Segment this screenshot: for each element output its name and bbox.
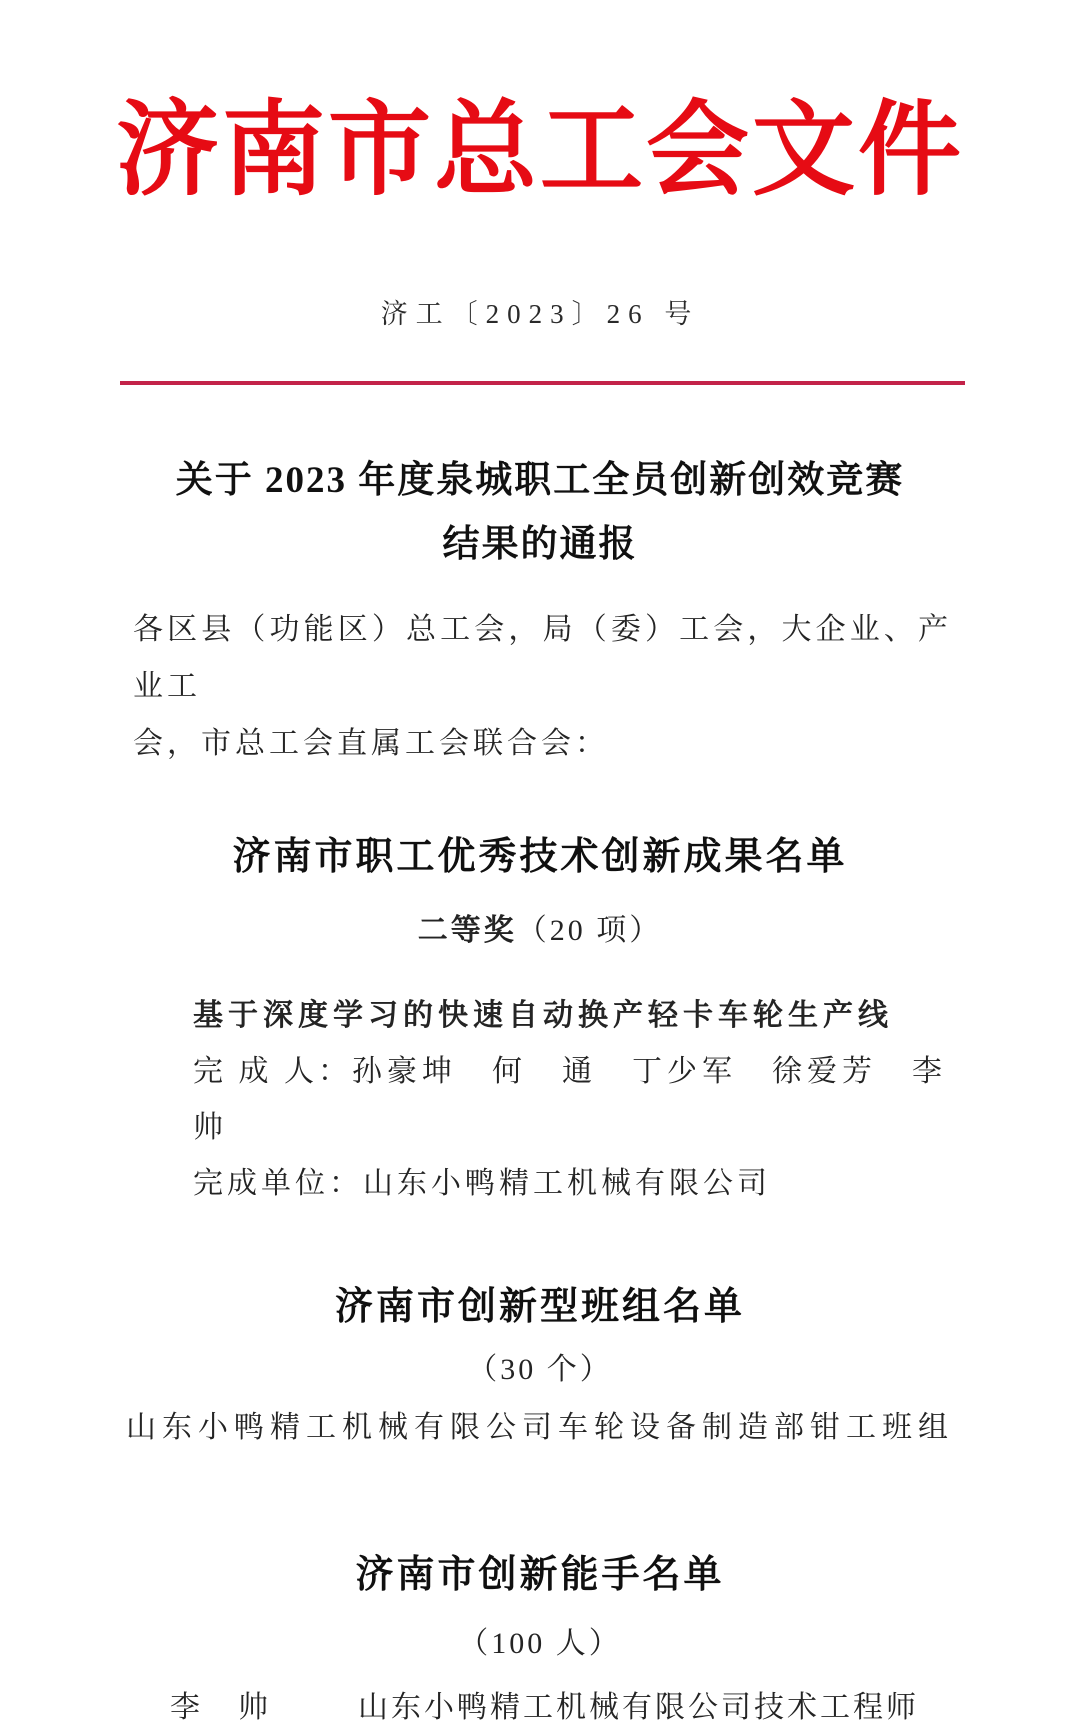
expert-row — [170, 1684, 952, 1732]
notice-title — [0, 449, 1080, 577]
salutation-line1: 各区县（功能区）总工会，局（委）工会，大企业、产业工 — [133, 612, 952, 703]
unit-row — [133, 1156, 952, 1212]
team-count: （30 个） — [467, 1352, 613, 1386]
notice-title-line2: 结果的通报 — [442, 523, 638, 565]
achievement-detail-block — [133, 988, 982, 1212]
section-heading-achievements: 济南市职工优秀技术创新成果名单 — [232, 835, 848, 878]
doc-number: 济工〔2023〕26 号 — [380, 298, 700, 329]
notice-title-line1: 关于 2023 年度泉城职工全员创新创效竞赛 — [175, 459, 905, 501]
expert-name: 李 帅 — [170, 1690, 272, 1724]
expert-org-title: 山东小鸭精工机械有限公司技术工程师 — [358, 1690, 919, 1724]
section-heading-experts: 济南市创新能手名单 — [355, 1553, 725, 1596]
unit-name: 山东小鸭精工机械有限公司 — [363, 1166, 771, 1200]
salutation-line2: 会，市总工会直属工会联合会： — [133, 726, 609, 760]
award-level-label: 二等奖 — [417, 913, 517, 947]
completers-names: 孙豪坤 何 通 丁少军 徐爱芳 李 帅 — [193, 1054, 982, 1144]
award-line — [0, 910, 1080, 952]
completers-label: 完 成 人： — [193, 1054, 352, 1088]
salutation — [133, 601, 952, 772]
masthead-title: 济南市总工会文件 — [116, 94, 964, 208]
red-divider-line — [120, 381, 965, 385]
completers-row — [133, 1044, 982, 1156]
project-title: 基于深度学习的快速自动换产轻卡车轮生产线 — [193, 998, 893, 1032]
award-count: （20 项） — [516, 913, 663, 947]
unit-label: 完成单位： — [193, 1166, 363, 1200]
section-heading-teams: 济南市创新型班组名单 — [334, 1285, 745, 1328]
team-item: 山东小鸭精工机械有限公司车轮设备制造部钳工班组 — [126, 1410, 954, 1444]
expert-count: （100 人） — [458, 1626, 622, 1660]
